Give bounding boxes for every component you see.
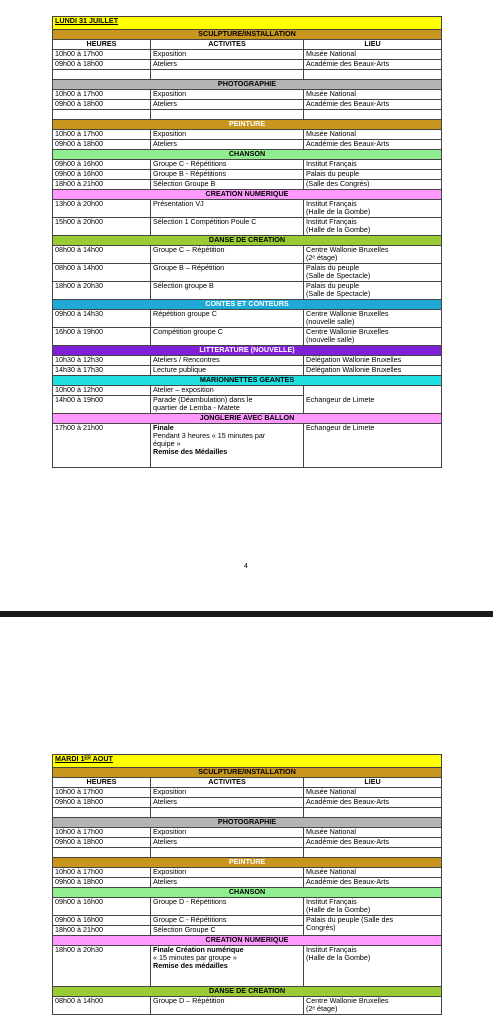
cell-time: 09h00 à 18h00 [53,140,151,150]
cell-place: Musée National [304,130,442,140]
section-title: PHOTOGRAPHIE [53,818,442,828]
cell-activity: Ateliers / Rencontres [151,356,304,366]
table-row [53,916,442,926]
place-line: Palais du peuple [306,281,360,290]
section-photographie [53,818,442,828]
table-row [53,140,442,150]
section-title: PEINTURE [53,858,442,868]
place-line: Institut Français [306,217,357,226]
cell-place: Délégation Wallonie Bruxelles [304,356,442,366]
place-line: Institut Français [306,199,357,208]
section-danse [53,987,442,997]
cell-place: Institut Français [304,160,442,170]
cell-place [304,282,442,300]
section-title: MARIONNETTES GEANTES [53,376,442,386]
place-line: Centre Wallonie Bruxelles [306,327,389,336]
header-heures: HEURES [53,40,151,50]
section-title: CHANSON [53,888,442,898]
activity-line: Remise des Médailles [153,447,228,456]
cell-activity: Présentation VJ [151,200,304,218]
cell-place: Echangeur de Limete [304,424,442,468]
table-row [53,100,442,110]
place-line: (Halle de la Gombe) [306,225,371,234]
cell-activity: Ateliers [151,838,304,848]
cell-activity [151,946,304,987]
cell-activity: Sélection Groupe C [151,926,304,936]
cell-place [304,218,442,236]
activity-line: Parade (Déambulation) dans le [153,395,253,404]
section-title: DANSE DE CREATION [53,236,442,246]
cell-time: 09h00 à 18h00 [53,100,151,110]
cell-activity [151,396,304,414]
cell-place: Palais du peuple [304,170,442,180]
cell-time: 15h00 à 20h00 [53,218,151,236]
cell-time: 10h00 à 17h00 [53,130,151,140]
table-row [53,264,442,282]
activity-line: équipe » [153,439,181,448]
date-bar [53,755,442,768]
cell-time: 09h00 à 16h00 [53,170,151,180]
table-row [53,828,442,838]
place-line: (nouvelle salle) [306,335,355,344]
place-line: (2ᵉ étage) [306,1004,338,1013]
section-title: CREATION NUMERIQUE [53,936,442,946]
section-title: DANSE DE CREATION [53,987,442,997]
cell-time: 10h00 à 17h00 [53,868,151,878]
activity-line: Pendant 3 heures « 15 minutes par [153,431,266,440]
table-row [53,130,442,140]
page-number: 4 [244,563,248,570]
cell-activity: Groupe C - Répétitions [151,916,304,926]
cell-place: (Salle des Congrès) [304,180,442,190]
header-activites: ACTIVITES [151,778,304,788]
spacer-row [53,110,442,120]
column-headers [53,778,442,788]
cell-time: 09h00 à 18h00 [53,798,151,808]
section-creation-numerique [53,936,442,946]
cell-place: Musée National [304,90,442,100]
cell-time: 18h00 à 21h00 [53,926,151,936]
cell-time: 09h00 à 18h00 [53,60,151,70]
table-row [53,60,442,70]
table-row [53,200,442,218]
cell-place [304,898,442,916]
place-line: (Salle de Spectacle) [306,289,371,298]
section-danse [53,236,442,246]
date-title: LUNDI 31 JUILLET [53,17,442,30]
cell-place [304,997,442,1015]
header-lieu: LIEU [304,40,442,50]
cell-activity: Sélection 1 Compétition Poule C [151,218,304,236]
place-line: Institut Français [306,897,357,906]
activity-line: Finale [153,423,174,432]
cell-time: 17h00 à 21h00 [53,424,151,468]
cell-activity: Répétition groupe C [151,310,304,328]
section-litterature [53,346,442,356]
section-chanson [53,888,442,898]
cell-activity: Sélection groupe B [151,282,304,300]
page-separator [0,611,493,617]
date-title: MARDI 1ᴱᴿ AOUT [53,755,442,768]
place-line: Congrès) [306,923,336,932]
cell-activity: Groupe D – Répétition [151,997,304,1015]
table-row [53,310,442,328]
section-contes [53,300,442,310]
section-title: CREATION NUMERIQUE [53,190,442,200]
cell-activity: Ateliers [151,798,304,808]
cell-place: Musée National [304,828,442,838]
cell-place [304,310,442,328]
section-title: JONGLERIE AVEC BALLON [53,414,442,424]
schedule-table-day1 [52,16,442,468]
place-line: (Halle de la Gombe) [306,905,371,914]
cell-activity: Groupe C – Répétition [151,246,304,264]
cell-place [304,264,442,282]
cell-time: 10h30 à 12h30 [53,356,151,366]
place-line: Centre Wallonie Bruxelles [306,245,389,254]
cell-place: Académie des Beaux-Arts [304,60,442,70]
cell-activity: Atelier – exposition [151,386,304,396]
cell-time: 14h00 à 19h00 [53,396,151,414]
cell-time: 18h00 à 20h30 [53,282,151,300]
table-row [53,878,442,888]
cell-time: 18h00 à 21h00 [53,180,151,190]
cell-activity [151,424,304,468]
cell-time: 08h00 à 14h00 [53,997,151,1015]
activity-line: Finale Création numérique [153,945,244,954]
place-line: Institut Français [306,945,357,954]
cell-time: 09h00 à 18h00 [53,838,151,848]
cell-place [304,916,442,936]
table-row [53,366,442,376]
cell-time: 09h00 à 16h00 [53,916,151,926]
cell-place: Délégation Wallonie Bruxelles [304,366,442,376]
table-row [53,282,442,300]
cell-place [304,328,442,346]
section-photographie [53,80,442,90]
place-line: Centre Wallonie Bruxelles [306,996,389,1005]
cell-time: 09h00 à 16h00 [53,160,151,170]
cell-time: 08h00 à 14h00 [53,264,151,282]
place-line: Palais du peuple (Salle des [306,915,394,924]
table-row [53,246,442,264]
table-row [53,838,442,848]
table-row [53,868,442,878]
cell-time: 09h00 à 14h30 [53,310,151,328]
activity-line: Remise des médailles [153,961,228,970]
spacer-row [53,808,442,818]
cell-activity: Ateliers [151,878,304,888]
cell-place [304,946,442,987]
cell-place: Echangeur de Limete [304,386,442,414]
cell-time: 14h30 à 17h30 [53,366,151,376]
place-line: (nouvelle salle) [306,317,355,326]
place-line: (Halle de la Gombe) [306,207,371,216]
table-row [53,788,442,798]
date-bar [53,17,442,30]
cell-time: 08h00 à 14h00 [53,246,151,264]
section-title: LITTERATURE (NOUVELLE) [53,346,442,356]
section-chanson [53,150,442,160]
cell-place: Musée National [304,50,442,60]
cell-time: 13h00 à 20h00 [53,200,151,218]
section-title: SCULPTURE/INSTALLATION [53,768,442,778]
table-row [53,424,442,468]
cell-activity: Groupe B – Répétition [151,264,304,282]
section-jonglerie [53,414,442,424]
place-line: Centre Wallonie Bruxelles [306,309,389,318]
cell-activity: Ateliers [151,100,304,110]
section-title: CONTES ET CONTEURS [53,300,442,310]
header-heures: HEURES [53,778,151,788]
cell-place: Musée National [304,868,442,878]
section-title: PEINTURE [53,120,442,130]
cell-activity: Ateliers [151,60,304,70]
cell-activity: Exposition [151,50,304,60]
activity-line: « 15 minutes par groupe » [153,953,237,962]
section-peinture [53,858,442,868]
table-row [53,997,442,1015]
table-row [53,898,442,916]
table-row [53,170,442,180]
header-lieu: LIEU [304,778,442,788]
cell-place [304,200,442,218]
cell-place: Académie des Beaux-Arts [304,838,442,848]
table-row [53,160,442,170]
section-marionnettes [53,376,442,386]
cell-time: 10h00 à 17h00 [53,828,151,838]
cell-activity: Compétition groupe C [151,328,304,346]
cell-activity: Groupe C - Répétitions [151,160,304,170]
cell-activity: Sélection Groupe B [151,180,304,190]
cell-activity: Exposition [151,90,304,100]
cell-activity: Exposition [151,868,304,878]
cell-place: Académie des Beaux-Arts [304,100,442,110]
section-title: PHOTOGRAPHIE [53,80,442,90]
section-title: CHANSON [53,150,442,160]
spacer-row [53,70,442,80]
cell-place: Académie des Beaux-Arts [304,878,442,888]
section-creation-numerique [53,190,442,200]
table-row [53,798,442,808]
cell-time: 10h00 à 17h00 [53,788,151,798]
activity-line: quartier de Lemba - Matete [153,403,240,412]
cell-activity: Groupe D - Répétitions [151,898,304,916]
cell-activity: Lecture publique [151,366,304,376]
cell-time: 16h00 à 19h00 [53,328,151,346]
cell-time: 18h00 à 20h30 [53,946,151,987]
table-row [53,50,442,60]
table-row [53,328,442,346]
place-line: (Halle de la Gombe) [306,953,371,962]
cell-place: Musée National [304,788,442,798]
spacer-row [53,848,442,858]
table-row [53,946,442,987]
section-sculpture [53,30,442,40]
place-line: Palais du peuple [306,263,360,272]
table-row [53,356,442,366]
cell-place: Académie des Beaux-Arts [304,140,442,150]
cell-place: Académie des Beaux-Arts [304,798,442,808]
cell-time: 09h00 à 18h00 [53,878,151,888]
cell-time: 09h00 à 16h00 [53,898,151,916]
cell-time: 10h00 à 12h00 [53,386,151,396]
table-row [53,180,442,190]
section-peinture [53,120,442,130]
cell-activity: Exposition [151,130,304,140]
cell-activity: Exposition [151,788,304,798]
place-line: (2ᵉ étage) [306,253,338,262]
table-row [53,386,442,396]
cell-activity: Groupe B - Répétitions [151,170,304,180]
cell-place [304,246,442,264]
cell-time: 10h00 à 17h00 [53,90,151,100]
cell-time: 10h00 à 17h00 [53,50,151,60]
table-row [53,90,442,100]
table-row [53,218,442,236]
header-activites: ACTIVITES [151,40,304,50]
column-headers [53,40,442,50]
place-line: (Salle de Spectacle) [306,271,371,280]
cell-activity: Ateliers [151,140,304,150]
section-title: SCULPTURE/INSTALLATION [53,30,442,40]
schedule-table-day2 [52,754,442,1015]
cell-activity: Exposition [151,828,304,838]
section-sculpture [53,768,442,778]
